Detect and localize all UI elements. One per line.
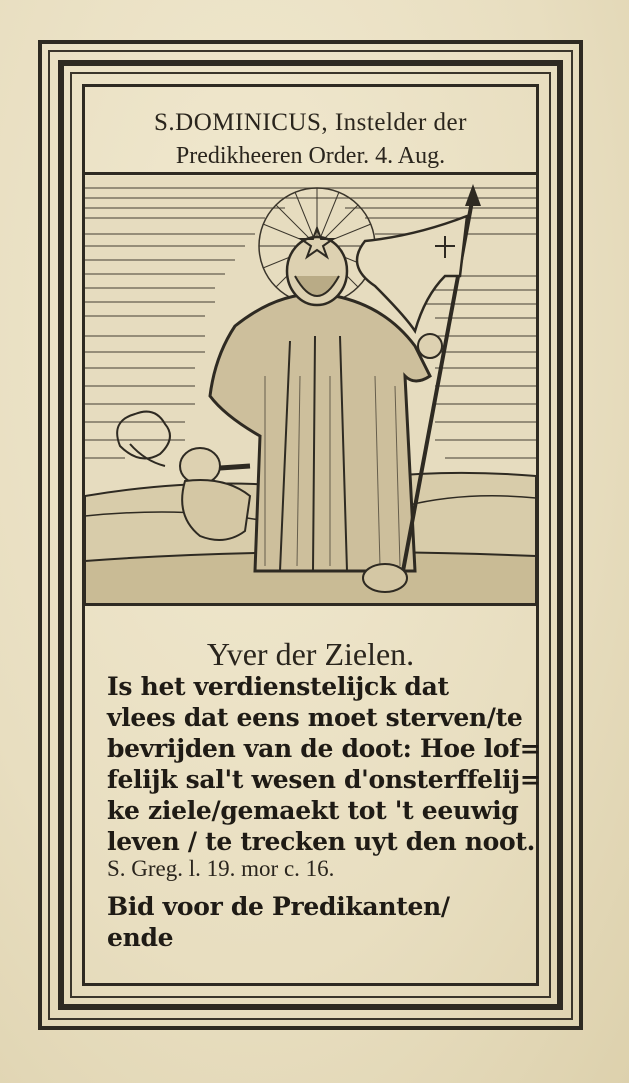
text-heading: Yver der Zielen. — [206, 636, 415, 672]
saint-dominic-woodcut — [85, 176, 536, 606]
verse-line: Is het verdienstelijck dat — [107, 672, 449, 701]
title-line-2: Predikheeren Order. 4. Aug. — [175, 143, 446, 169]
text-block — [85, 606, 541, 986]
prayer-line: ende — [107, 923, 174, 952]
woodcut-illustration — [85, 176, 536, 606]
verse-line: leven / te trecken uyt den noot. — [107, 827, 536, 856]
title-block — [85, 87, 536, 175]
title-line-1: S.DOMINICUS, Instelder der — [154, 109, 467, 136]
prayer-line: Bid voor de Predikanten/ — [107, 892, 450, 921]
verse-line: ke ziele/gemaekt tot 't eeuwig — [107, 796, 519, 825]
verse-line: bevrijden van de doot: Hoe lof= — [107, 734, 541, 763]
citation: S. Greg. l. 19. mor c. 16. — [107, 856, 335, 881]
dog-head — [180, 448, 220, 484]
verse-line: felijk sal't wesen d'onsterffelij= — [107, 765, 541, 794]
verse-line: vlees dat eens moet sterven/te — [107, 703, 523, 732]
globe — [363, 564, 407, 592]
torch — [220, 466, 250, 468]
